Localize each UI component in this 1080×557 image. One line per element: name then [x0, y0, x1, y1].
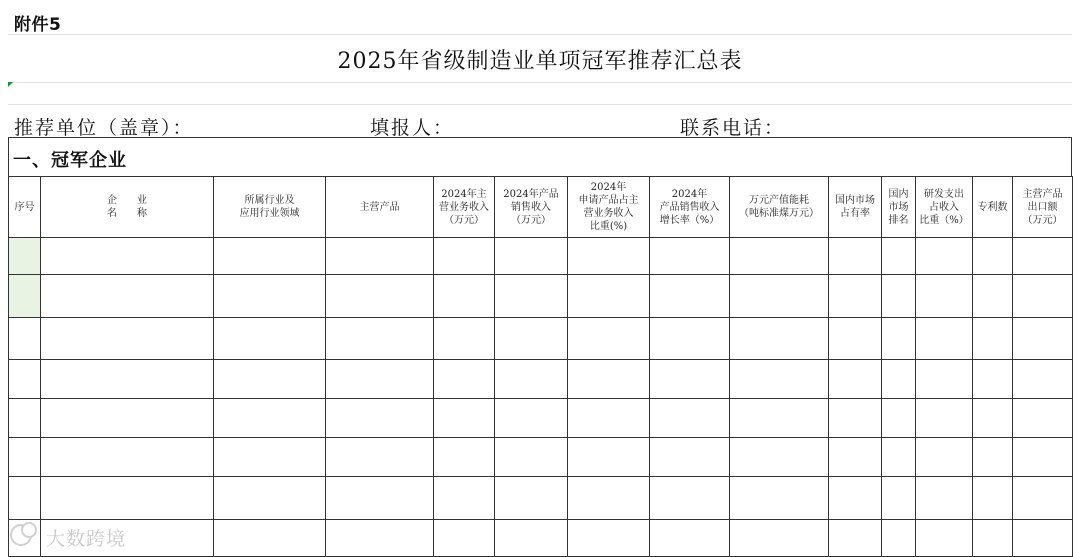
table-cell[interactable] [650, 399, 730, 438]
table-row [9, 438, 1073, 477]
table-cell[interactable] [730, 438, 829, 477]
table-cell[interactable] [214, 360, 326, 399]
table-cell[interactable] [214, 238, 326, 275]
table-row [9, 520, 1073, 557]
table-cell[interactable] [650, 275, 730, 318]
table-cell[interactable] [730, 399, 829, 438]
table-cell[interactable] [1013, 275, 1073, 318]
table-cell[interactable] [495, 477, 568, 520]
table-cell[interactable] [568, 318, 650, 360]
table-cell[interactable] [326, 238, 434, 275]
table-cell[interactable] [1013, 318, 1073, 360]
table-cell[interactable] [650, 238, 730, 275]
table-cell[interactable] [916, 399, 973, 438]
table-cell[interactable] [650, 438, 730, 477]
table-cell[interactable] [730, 318, 829, 360]
table-cell[interactable] [495, 438, 568, 477]
col-header: 2024年 申请产品占主 营业务收入 比重(%) [568, 177, 650, 238]
table-cell[interactable] [41, 360, 214, 399]
table-cell[interactable] [973, 275, 1013, 318]
table-cell[interactable] [973, 238, 1013, 275]
col-header: 主营产品 [326, 177, 434, 238]
table-cell[interactable] [568, 275, 650, 318]
table-cell[interactable] [568, 399, 650, 438]
col-header: 专利数 [973, 177, 1013, 238]
table-cell[interactable] [434, 520, 495, 557]
table-cell[interactable] [882, 520, 916, 557]
table-cell[interactable] [568, 360, 650, 399]
table-cell[interactable] [214, 399, 326, 438]
section-header [8, 137, 1072, 176]
table-cell[interactable] [9, 360, 41, 399]
table-cell[interactable] [1013, 520, 1073, 557]
table-cell[interactable] [1013, 238, 1073, 275]
table-cell[interactable] [730, 360, 829, 399]
table-cell[interactable] [434, 275, 495, 318]
table-cell[interactable] [1013, 438, 1073, 477]
table-cell[interactable] [214, 438, 326, 477]
table-cell[interactable] [882, 399, 916, 438]
table-cell[interactable] [916, 520, 973, 557]
table-cell[interactable] [41, 318, 214, 360]
table-cell[interactable] [882, 477, 916, 520]
col-header: 2024年产品 销售收入 （万元） [495, 177, 568, 238]
table-cell[interactable] [495, 399, 568, 438]
table-cell[interactable] [973, 520, 1013, 557]
table-cell[interactable] [973, 477, 1013, 520]
table-cell[interactable] [434, 238, 495, 275]
table-row [9, 477, 1073, 520]
table-cell[interactable] [214, 520, 326, 557]
table-cell[interactable] [829, 318, 882, 360]
table-cell[interactable] [730, 520, 829, 557]
table-cell[interactable] [495, 360, 568, 399]
col-header: 序号 [9, 177, 41, 238]
page-title: 2025年省级制造业单项冠军推荐汇总表 [337, 49, 743, 74]
row-line [8, 34, 1072, 35]
table-cell[interactable] [326, 399, 434, 438]
table-cell[interactable] [882, 438, 916, 477]
table-cell[interactable] [829, 238, 882, 275]
col-header: 2024年 产品销售收入 增长率（%） [650, 177, 730, 238]
table-cell[interactable] [41, 399, 214, 438]
table-cell[interactable] [495, 238, 568, 275]
table-cell[interactable] [916, 238, 973, 275]
table-cell[interactable] [214, 318, 326, 360]
table-cell[interactable] [434, 318, 495, 360]
table-row [9, 318, 1073, 360]
table-cell[interactable] [568, 477, 650, 520]
table-cell[interactable] [1013, 360, 1073, 399]
col-header: 国内 市场 排名 [882, 177, 916, 238]
phone-field-label: 联系电话： [680, 117, 786, 139]
table-cell[interactable] [829, 477, 882, 520]
table-cell[interactable] [882, 238, 916, 275]
table-cell[interactable] [882, 275, 916, 318]
table-cell[interactable] [1013, 399, 1073, 438]
col-header: 2024年主 营业务收入 （万元） [434, 177, 495, 238]
col-header: 万元产值能耗 （吨标准煤万元） [730, 177, 829, 238]
watermark-logo-icon [21, 522, 37, 538]
table-cell[interactable] [41, 438, 214, 477]
table-cell[interactable] [434, 360, 495, 399]
table-cell[interactable] [730, 238, 829, 275]
header-row [9, 177, 1073, 238]
table-cell[interactable] [916, 360, 973, 399]
col-header: 所属行业及 应用行业领域 [214, 177, 326, 238]
table-cell[interactable] [829, 275, 882, 318]
table-cell[interactable] [730, 275, 829, 318]
table-cell[interactable] [41, 477, 214, 520]
table-cell[interactable] [829, 360, 882, 399]
table-cell[interactable] [495, 275, 568, 318]
table-cell[interactable] [650, 318, 730, 360]
recommender-field-label: 推荐单位（盖章）： [14, 117, 194, 139]
table-cell[interactable] [568, 438, 650, 477]
table-cell[interactable] [1013, 477, 1073, 520]
table-cell[interactable] [41, 275, 214, 318]
table-cell[interactable] [9, 477, 41, 520]
table-cell[interactable] [326, 520, 434, 557]
table-cell[interactable] [214, 275, 326, 318]
filler-field-label: 填报人： [370, 117, 455, 139]
table-cell[interactable] [495, 318, 568, 360]
table-cell[interactable] [829, 399, 882, 438]
section-title: 一、冠军企业 [13, 150, 127, 171]
table-cell[interactable] [829, 438, 882, 477]
col-header: 研发支出 占收入 比重（%） [916, 177, 973, 238]
table-cell[interactable] [9, 399, 41, 438]
table-row [9, 360, 1073, 399]
table-cell[interactable] [829, 520, 882, 557]
table-cell[interactable] [495, 520, 568, 557]
table-cell[interactable] [916, 477, 973, 520]
table-cell[interactable] [568, 238, 650, 275]
table-cell[interactable] [326, 360, 434, 399]
table-cell[interactable] [9, 275, 41, 318]
table-cell[interactable] [9, 438, 41, 477]
col-header: 主营产品 出口额 （万元） [1013, 177, 1073, 238]
table-cell[interactable] [973, 399, 1013, 438]
table-cell[interactable] [650, 477, 730, 520]
table-cell[interactable] [882, 318, 916, 360]
table-cell[interactable] [214, 477, 326, 520]
table-cell[interactable] [916, 318, 973, 360]
table-row [9, 238, 1073, 275]
table-cell[interactable] [730, 477, 829, 520]
row-line [8, 104, 1072, 105]
table-cell[interactable] [41, 238, 214, 275]
table-row [9, 275, 1073, 318]
cell-marker-icon [8, 82, 13, 87]
table-cell[interactable] [650, 360, 730, 399]
table-cell[interactable] [434, 438, 495, 477]
table-cell[interactable] [973, 318, 1013, 360]
summary-table [8, 176, 1073, 557]
attachment-label: 附件5 [14, 15, 62, 35]
table-cell[interactable] [326, 438, 434, 477]
table-cell[interactable] [9, 318, 41, 360]
table-cell[interactable] [650, 520, 730, 557]
col-header: 国内市场 占有率 [829, 177, 882, 238]
table-cell[interactable] [434, 477, 495, 520]
table-cell[interactable] [973, 360, 1013, 399]
table-row [9, 399, 1073, 438]
watermark-text: 大数跨境 [46, 528, 127, 550]
table-cell[interactable] [9, 238, 41, 275]
col-header: 企 业 名 称 [41, 177, 214, 238]
row-line [8, 82, 1072, 83]
table-cell[interactable] [326, 318, 434, 360]
table-cell[interactable] [916, 438, 973, 477]
table-cell[interactable] [326, 275, 434, 318]
table-cell[interactable] [434, 399, 495, 438]
table-cell[interactable] [973, 438, 1013, 477]
table-cell[interactable] [916, 275, 973, 318]
table-cell[interactable] [882, 360, 916, 399]
table-cell[interactable] [568, 520, 650, 557]
table-cell[interactable] [326, 477, 434, 520]
